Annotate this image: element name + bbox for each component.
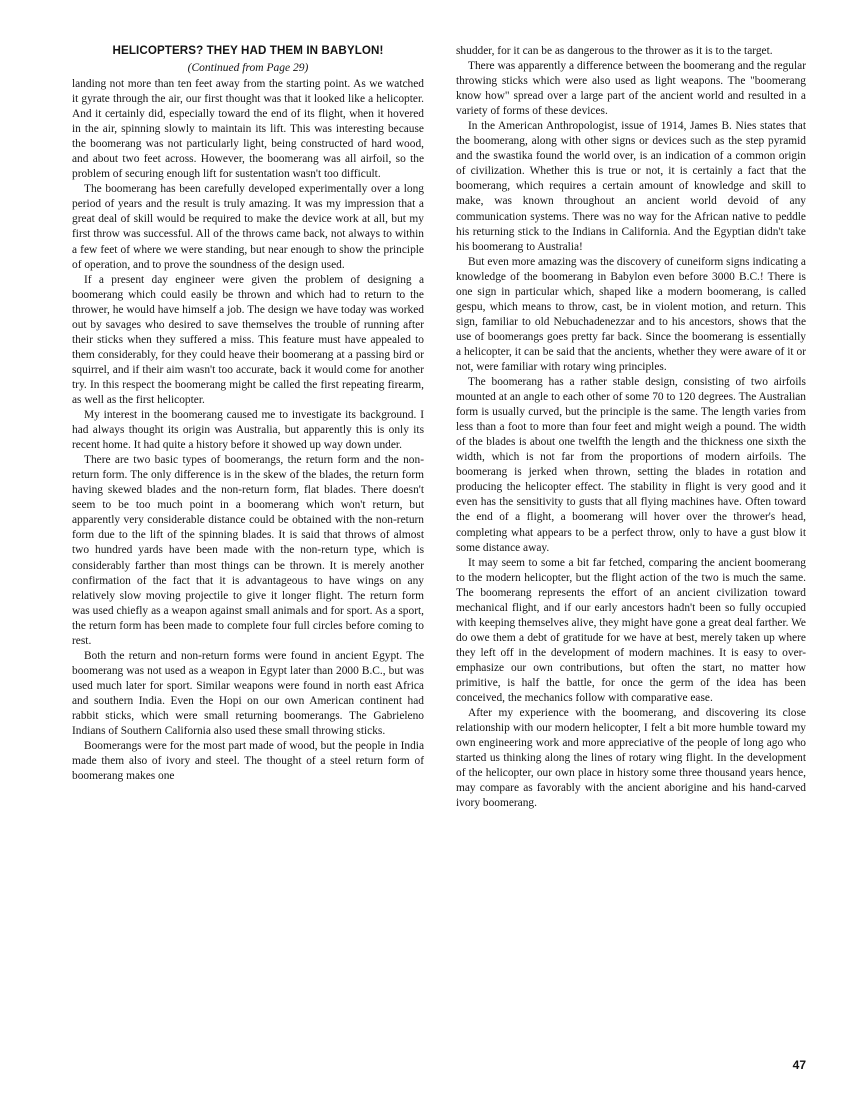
paragraph: There are two basic types of boomerangs, the return form and the non-return form. The only difference is in the skew of the blades, the return form having skewed blades and the non-return form, flat blades. There doesn't seem to be too much point in a boomerang which won't return, but apparently very considerable distance could be obtained with the non-return form due to the lift of the spinning blades. It is said that throws of almost two hundred yards have been made with the non-return type, which is considerably farther than most things can be thrown. It is merely another confirmation of the fact that it is advantageous to have wings on any relatively slow moving projectile to give it longer flight. The return form was used chiefly as a weapon against small animals and for sport. As a sport, the return form has been made to complete four full circles before coming to rest.	[72, 454, 424, 647]
right-column	[456, 44, 806, 811]
left-column	[72, 44, 424, 784]
paragraph: landing not more than ten feet away from the starting point. As we watched it gyrate through the air, our first thought was that it looked like a helicopter. And it certainly did, especially toward the end of its flight, when it hovered in the air, spinning slowly to maintain its lift. This was interesting because the boomerang was not particularly light, being constructed of hard wood, and about two feet across. However, the boomerang was all airfoil, so the problem of securing enough lift for sustentation wasn't too difficult.	[72, 78, 424, 181]
paragraph: Boomerangs were for the most part made of wood, but the people in India made them also of ivory and steel. The thought of a steel return form of boomerang makes one	[72, 740, 424, 783]
paragraph: The boomerang has been carefully developed experimentally over a long period of years and the result is truly amazing. It was my impression that a great deal of skill would be required to make the device work at all, but my first throw was successful. All of the throws came back, not always to within a few feet of where we were standing, but near enough to show the principle of operation, and to prove the soundness of the design used.	[72, 183, 424, 271]
paragraph: There was apparently a difference between the boomerang and the regular throwing sticks which were also used as light weapons. The "boomerang know how" spread over a large part of the ancient world and resulted in a variety of forms of these devices.	[456, 60, 806, 118]
paragraph: shudder, for it can be as dangerous to the thrower as it is to the target.	[456, 45, 773, 57]
continued-note: (Continued from Page 29)	[187, 62, 309, 74]
article-headline: HELICOPTERS? THEY HAD THEM IN BABYLON!	[112, 44, 384, 57]
paragraph: It may seem to some a bit far fetched, comparing the ancient boomerang to the modern helicopter, but the flight action of the two is much the same. The boomerang represents the effort of an ancient civilization toward mechanical flight, and if our early ancestors hadn't been so fully occupied with keeping themselves alive, they might have gone a great deal farther. We do owe them a debt of gratitude for we have at best, merely taken up where they left off in the development of modern machines. It is easy to over-emphasize our own contributions, but often the start, no matter how primitive, is half the battle, for once the germ of the idea has been conceived, the mechanics follow with comparative ease.	[456, 556, 806, 705]
page-number: 47	[792, 1058, 806, 1072]
paragraph: After my experience with the boomerang, and discovering its close relationship with our modern helicopter, I felt a bit more humble toward my own engineering work and more appreciative of the people of long ago who started us thinking along the lines of rotary wing flight. In the development of the helicopter, our own place in history some three thousand years hence, may compare as favorably with the ancient aborigine and his hand-carved ivory boomerang.	[456, 707, 806, 810]
paragraph: In the American Anthropologist, issue of 1914, James B. Nies states that the boomerang, along with other signs or devices such as the step pyramid and the swastika found the world over, is an indication of a common origin of civilization. Whether this is true or not, it is certainly a fact that the boomerang, which requires a certain amount of knowledge and skill to make, was known throughout an ancient world devoid of any communication systems. There was no way for the African native to peddle his returning stick to the Indians in California. And the Egyptian didn't take his boomerang to Australia!	[456, 120, 806, 253]
paragraph: If a present day engineer were given the problem of designing a boomerang which could easily be thrown and which had to return to the thrower, he would have himself a job. The design we have today was worked out by savages who desired to save themselves the trouble of running after their sticks when they suffered a miss. This feature must have appealed to them considerably, for they could heave their boomerang at a passing bird or squirrel, and if their aim wasn't too accurate, back it would come for another try. In this respect the boomerang might be called the first repeating firearm, as well as the first helicopter.	[72, 273, 424, 406]
paragraph: But even more amazing was the discovery of cuneiform signs indicating a knowledge of the boomerang in Babylon even before 3000 B.C.! There is one sign in particular which, shaped like a modern boomerang, is called gespu, which means to throw, cast, be in violent motion, and return. This sign, familiar to old Nebuchadenezzar and to his ancestors, shows that the use of boomerangs goes pretty far back. Since the boomerang is essentially a helicopter, it can be said that the ancients, whether they were aware of it or not, were familiar with rotary wing principles.	[456, 255, 806, 373]
paragraph: My interest in the boomerang caused me to investigate its background. I had always thought its origin was Australia, but apparently this is only its recent home. It had quite a history before it showed up way down under.	[72, 409, 424, 452]
paragraph: Both the return and non-return forms were found in ancient Egypt. The boomerang was not used as a weapon in Egypt later than 2000 B.C., but was used much later for sport. Similar weapons were found in north east Africa and southern India. Even the Hopi on our own American continent had rabbit sticks, which were small returning boomerangs. The Gabrieleno Indians of Southern California also used these small throwing sticks.	[72, 649, 424, 738]
paragraph: The boomerang has a rather stable design, consisting of two airfoils mounted at an angle to each other of some 70 to 120 degrees. The Australian form is usually curved, but the principle is the same. The length varies from less than a foot to more than four feet and might weigh a pound. The width of the blades is about one twelfth the length and the thickness one sixth the width, which is not far from the proportions of modern airfoils. The boomerang is jerked when thrown, setting the blades in rotation and producing the helicopter effect. The stability in flight is very good and it even has the sensitivity to gusts that all flying machines have. Often toward the end of a flight, a boomerang will hover over the thrower's head, completing what appears to be a perfect throw, only to have a gust blow it some distance away.	[456, 376, 806, 554]
